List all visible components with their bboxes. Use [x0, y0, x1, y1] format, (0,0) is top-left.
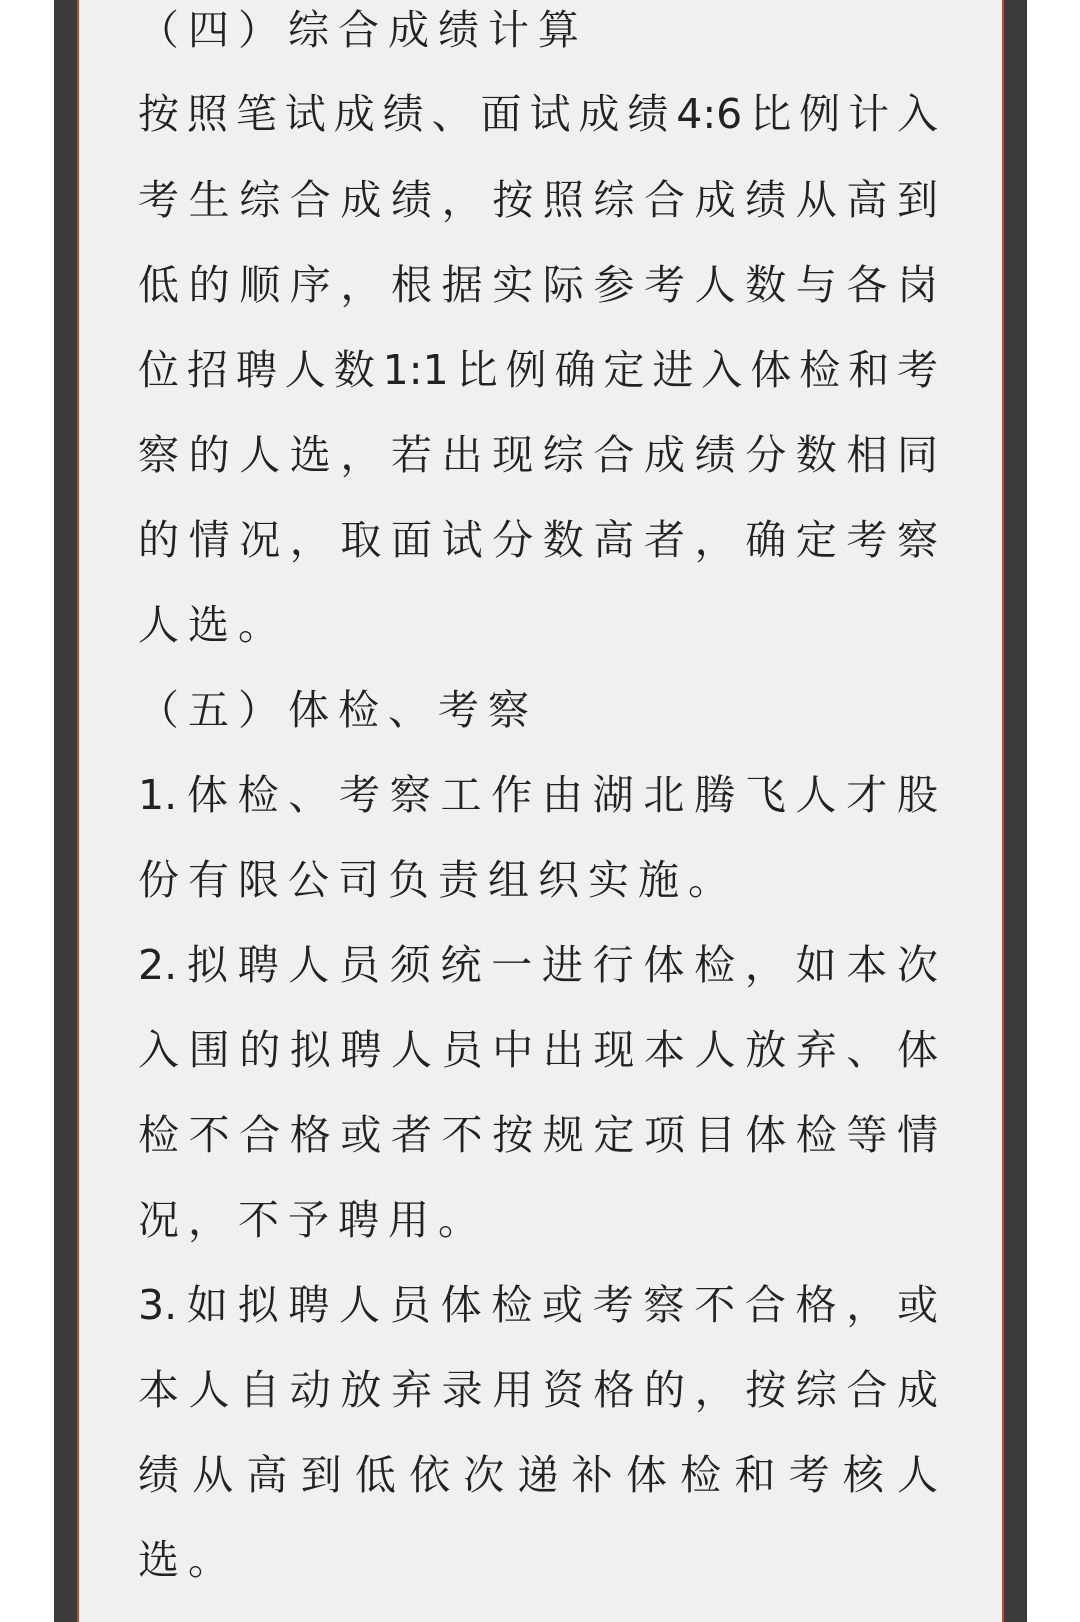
list-item-line: 份有限公司负责组织实施。 — [138, 856, 738, 904]
section-heading-four: （四）综合成绩计算 — [138, 6, 588, 54]
list-item-line: 入围的拟聘人员中出现本人放弃、体 — [138, 1026, 938, 1074]
list-item-line: 本人自动放弃录用资格的，按综合成 — [138, 1366, 938, 1414]
paragraph-line: 察的人选，若出现综合成绩分数相同 — [138, 431, 938, 479]
right-border-line — [1002, 0, 1004, 1622]
list-item-line: 选。 — [138, 1536, 238, 1584]
paragraph-line: 低的顺序，根据实际参考人数与各岗 — [138, 261, 938, 309]
list-item-line: 3.如拟聘人员体检或考察不合格，或 — [138, 1281, 938, 1329]
paragraph-line: 的情况，取面试分数高者，确定考察 — [138, 516, 938, 564]
list-item-line: 况，不予聘用。 — [138, 1196, 488, 1244]
paragraph-line: 人选。 — [138, 601, 288, 649]
paragraph-line: 位招聘人数1:1比例确定进入体检和考 — [138, 346, 938, 394]
paragraph-line: 考生综合成绩，按照综合成绩从高到 — [138, 176, 938, 224]
list-item-line: 绩从高到低依次递补体检和考核人 — [138, 1451, 938, 1499]
section-heading-five: （五）体检、考察 — [138, 686, 538, 734]
list-item-line: 1.体检、考察工作由湖北腾飞人才股 — [138, 771, 938, 819]
list-item-line: 2.拟聘人员须统一进行体检，如本次 — [138, 941, 938, 989]
list-item-line: 检不合格或者不按规定项目体检等情 — [138, 1111, 938, 1159]
paragraph-line: 按照笔试成绩、面试成绩4:6比例计入 — [138, 90, 938, 138]
